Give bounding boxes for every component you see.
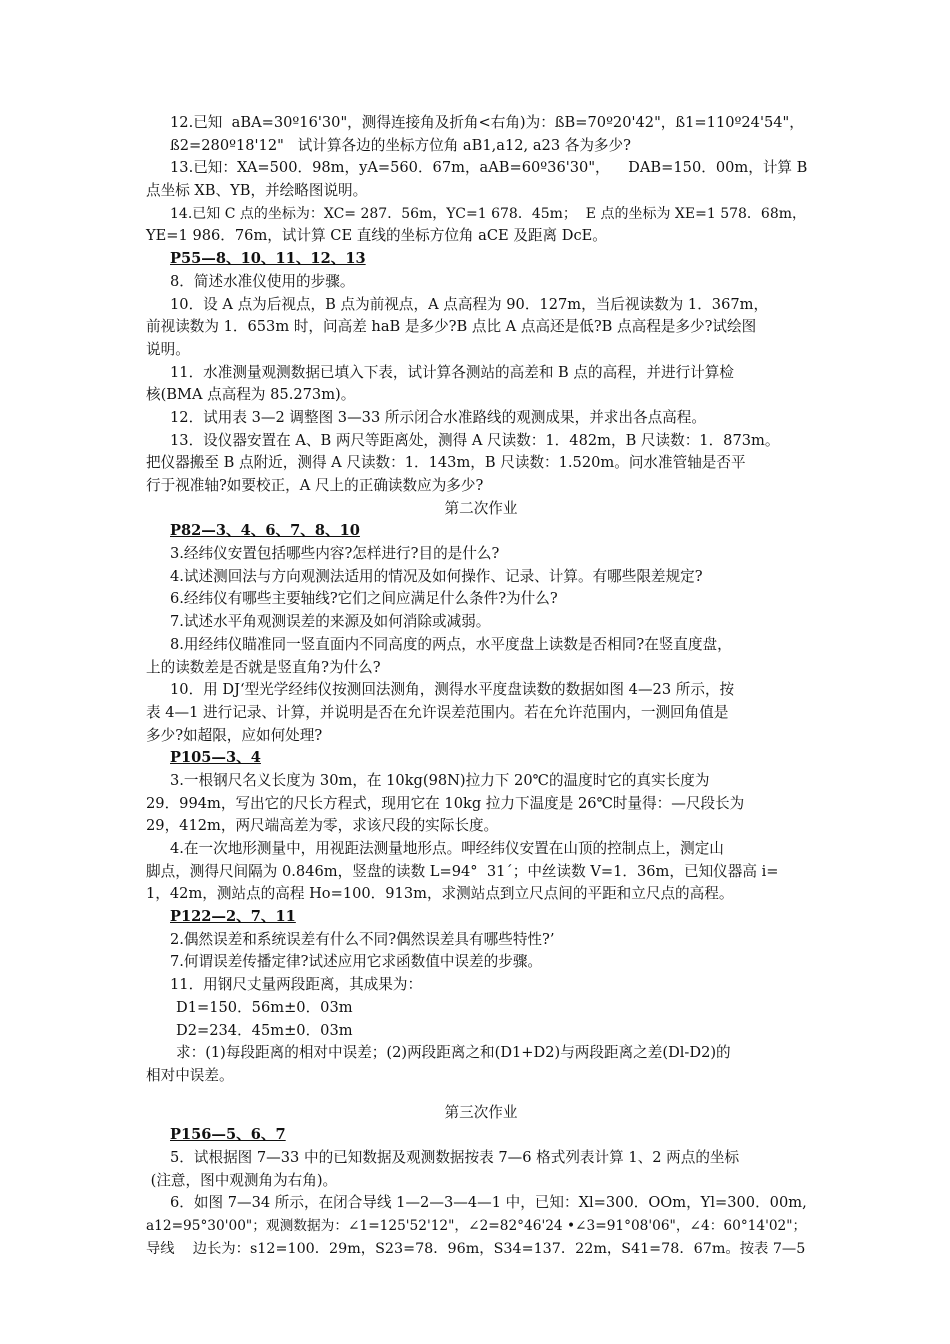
text-line: 5．试根据图 7—33 中的已知数据及观测数据按表 7—6 格式列表计算 1、2 两点的坐标	[170, 1148, 740, 1166]
text-line: 7.试述水平角观测误差的来源及如何消除或减弱。	[170, 613, 491, 631]
text-line: 行于视准轴?如要校正，A 尺上的正确读数应为多少?	[146, 477, 484, 494]
text-line: 8.用经纬仪瞄准同一竖直面内不同高度的两点，水平度盘上读数是否相同?在竖直度盘，	[170, 635, 732, 653]
text-line: 表 4—1 进行记录、计算，并说明是否在允许误差范围内。若在允许范围内，一测回角值是	[146, 703, 729, 721]
text-line: 13.已知：XA=500．98m，yA=560．67m，aAB=60º36'30"， DAB=150．00m，计算 B	[170, 159, 808, 177]
text-line: D2=234．45m±0．03m	[176, 1021, 353, 1039]
text-line: 3.经纬仪安置包括哪些内容?怎样进行?目的是什么?	[170, 545, 500, 563]
blank-line	[146, 1088, 816, 1102]
section-heading: P82—3、4、6、7、8、10	[170, 522, 360, 540]
text-line: 7.何谓误差传播定律?试述应用它求函数值中误差的步骤。	[170, 953, 543, 971]
text-line: 求：(1)每段距离的相对中误差；(2)两段距离之和(D1+D2)与两段距离之差(Dl-D2)的	[176, 1044, 731, 1062]
assignment-title: 第三次作业	[444, 1103, 518, 1121]
text-line: 10．设 A 点为后视点，B 点为前视点，A 点高程为 90．127m，当后视读数为 1．367m，	[170, 295, 769, 313]
text-line: 相对中误差。	[146, 1066, 234, 1084]
text-line: 29．994m，写出它的尺长方程式，现用它在 10kg 拉力下温度是 26℃时量得：—尺段长为	[146, 794, 745, 812]
text-line: 3.一根钢尺名义长度为 30m，在 10kg(98N)拉力下 20℃的温度时它的真实长度为	[170, 771, 710, 789]
text-line: 说明。	[146, 340, 190, 358]
text-line: 12.已知 aBA=30º16'30"，测得连接角及折角<右角)为：ßB=70º20'42"，ß1=110º24'54"，	[170, 114, 804, 131]
section-heading: P55—8、10、11、12、13	[170, 250, 366, 268]
section-heading: P122—2、7、11	[170, 908, 296, 926]
document-body	[146, 112, 816, 1260]
text-line: 11．水准测量观测数据已填入下表，试计算各测站的高差和 B 点的高程，并进行计算检	[170, 363, 734, 381]
text-line: (注意，图中观测角为右角)。	[146, 1171, 338, 1189]
text-line: YE=1 986．76m，试计算 CE 直线的坐标方位角 aCE 及距离 DcE。	[146, 227, 607, 245]
text-line: 2.偶然误差和系统误差有什么不同?偶然误差具有哪些特性?’	[170, 930, 555, 948]
text-line: 4.在一次地形测量中，用视距法测量地形点。呷经纬仪安置在山顶的控制点上，测定山	[170, 840, 724, 857]
text-line: 导线 边长为：s12=100．29m，S23=78．96m，S34=137．22m，S41=78．67m。按表 7—5	[146, 1240, 806, 1257]
text-line: 8．简述水准仪使用的步骤。	[170, 272, 355, 290]
section-heading: P105—3、4	[170, 749, 261, 767]
text-line: 6．如图 7—34 所示，在闭合导线 1—2—3—4—1 中，已知：Xl=300．OOm，Yl=300．00m,	[170, 1194, 807, 1212]
text-line: 10．用 DJ‘型光学经纬仪按测回法测角，测得水平度盘读数的数据如图 4—23 所示，按	[170, 681, 735, 699]
text-line: 6.经纬仪有哪些主要轴线?它们之间应满足什么条件?为什么?	[170, 590, 558, 608]
text-line: 13．设仪器安置在 A、B 两尺等距离处，测得 A 尺读数：1．482m，B 尺读数：1．873m。	[170, 431, 780, 449]
assignment-title: 第二次作业	[444, 499, 518, 517]
text-line: 上的读数差是否就是竖直角?为什么?	[146, 658, 381, 676]
text-line: 核(BMA 点高程为 85.273m)。	[146, 386, 356, 404]
text-line: D1=150．56m±0．03m	[176, 998, 353, 1016]
text-line: a12=95°30'00"；观测数据为：∠1=125'52'12"，∠2=82°46'24 •∠3=91°08'06"，∠4：60°14'02"；	[146, 1218, 807, 1234]
text-line: 脚点，测得尺间隔为 0.846m，竖盘的读数 L=94° 31´；中丝读数 V=1．36m，已知仪器高 i=	[146, 862, 779, 880]
text-line: 1，42m，测站点的高程 Ho=100．913m，求测站点到立尺点间的平距和立尺点的高程。	[146, 885, 734, 903]
text-line: 29，412m，两尺端高差为零，求该尺段的实际长度。	[146, 817, 499, 835]
section-heading: P156—5、6、7	[170, 1126, 286, 1144]
text-line: 12．试用表 3—2 调整图 3—33 所示闭合水准路线的观测成果，并求出各点高程。	[170, 408, 706, 426]
text-line: 把仪器搬至 B 点附近，测得 A 尺读数：1．143m，B 尺读数：1.520m。问水准管轴是否平	[146, 454, 746, 472]
text-line: 前视读数为 1．653m 时，问高差 haB 是多少?B 点比 A 点高还是低?B 点高程是多少?试绘图	[146, 318, 757, 336]
text-line: 14.已知 C 点的坐标为：XC= 287．56m，YC=1 678．45m； E 点的坐标为 XE=1 578．68m，	[170, 205, 807, 222]
text-line: 4.试述测回法与方向观测法适用的情况及如何操作、记录、计算。有哪些限差规定?	[170, 567, 703, 585]
text-line: 点坐标 XB、YB，并绘略图说明。	[146, 182, 368, 200]
text-line: 11．用钢尺丈量两段距离，其成果为：	[170, 976, 423, 994]
text-line: 多少?如超限，应如何处理?	[146, 726, 323, 744]
text-line: ß2=280º18'12" 试计算各边的坐标方位角 aB1,a12, a23 各为多少?	[170, 136, 631, 154]
